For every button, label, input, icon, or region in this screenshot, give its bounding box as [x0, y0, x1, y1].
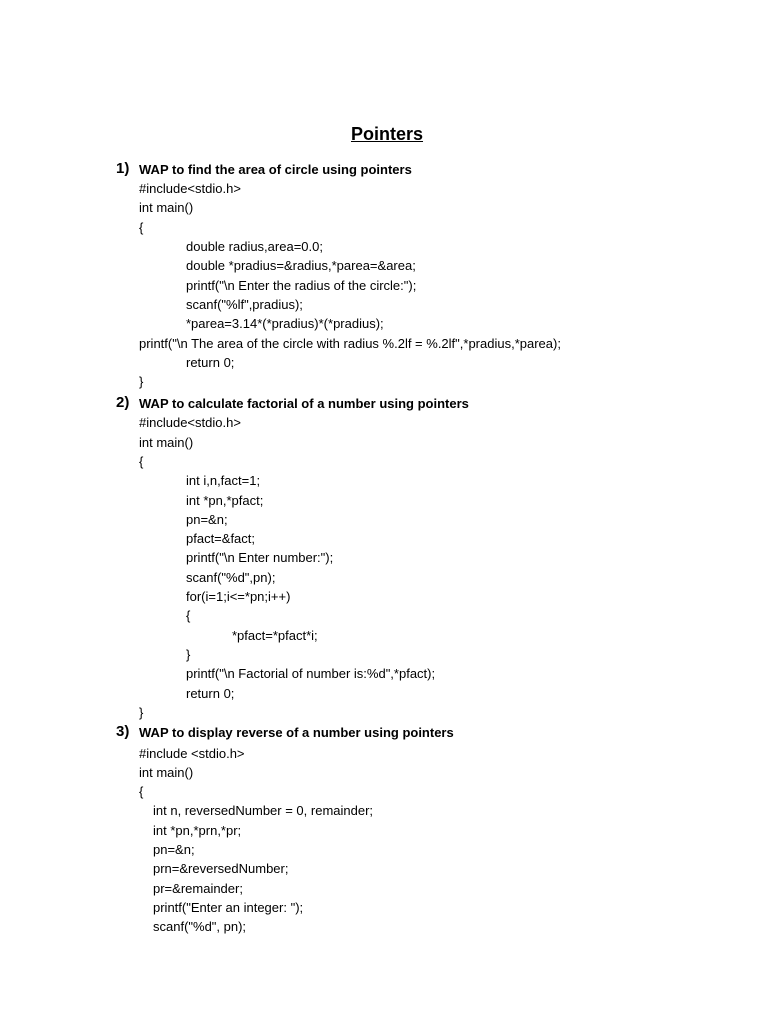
code-line: } — [139, 705, 144, 720]
page-title — [0, 124, 768, 145]
code-line: scanf("%lf",pradius); — [186, 297, 303, 312]
section-2-heading: WAP to calculate factorial of a number using pointers — [139, 396, 469, 411]
page-title-text: Pointers — [350, 124, 424, 144]
code-line: { — [186, 608, 191, 623]
code-line: { — [139, 220, 144, 235]
code-line: prn=&reversedNumber; — [153, 861, 289, 876]
section-1-heading: WAP to find the area of circle using pointers — [139, 162, 412, 177]
code-line: #include<stdio.h> — [139, 181, 241, 196]
code-line: printf("\n Enter the radius of the circle:"); — [186, 278, 417, 293]
code-line: printf("\n Factorial of number is:%d",*pfact); — [186, 666, 436, 681]
code-line: int main() — [139, 200, 194, 215]
code-line: return 0; — [186, 686, 235, 701]
code-line: } — [186, 647, 191, 662]
code-line: printf("\n Enter number:"); — [186, 550, 334, 565]
code-line: int main() — [139, 765, 194, 780]
section-2-number: 2) — [116, 394, 130, 411]
section-1-number: 1) — [116, 160, 130, 177]
code-line: double *pradius=&radius,*parea=&area; — [186, 258, 416, 273]
code-line: { — [139, 784, 144, 799]
code-line: scanf("%d",pn); — [186, 570, 276, 585]
code-line: pn=&n; — [153, 842, 195, 857]
code-line: int main() — [139, 435, 194, 450]
section-3-heading: WAP to display reverse of a number using pointers — [139, 725, 454, 740]
code-line: for(i=1;i<=*pn;i++) — [186, 589, 291, 604]
code-line: int i,n,fact=1; — [186, 473, 261, 488]
code-line: int *pn,*prn,*pr; — [153, 823, 242, 838]
code-line: int n, reversedNumber = 0, remainder; — [153, 803, 374, 818]
code-line: *parea=3.14*(*pradius)*(*pradius); — [186, 316, 384, 331]
code-line: #include <stdio.h> — [139, 746, 245, 761]
code-line: return 0; — [186, 355, 235, 370]
code-line: int *pn,*pfact; — [186, 493, 264, 508]
code-line: pr=&remainder; — [153, 881, 243, 896]
code-line: printf("\n The area of the circle with radius %.2lf = %.2lf",*pradius,*parea); — [139, 336, 561, 351]
code-line: double radius,area=0.0; — [186, 239, 323, 254]
code-line: pn=&n; — [186, 512, 228, 527]
code-line: *pfact=*pfact*i; — [232, 628, 318, 643]
code-line: { — [139, 454, 144, 469]
code-line: printf("Enter an integer: "); — [153, 900, 304, 915]
code-line: pfact=&fact; — [186, 531, 256, 546]
code-line: scanf("%d", pn); — [153, 919, 247, 934]
section-3-number: 3) — [116, 723, 130, 740]
code-line: #include<stdio.h> — [139, 415, 241, 430]
code-line: } — [139, 374, 144, 389]
